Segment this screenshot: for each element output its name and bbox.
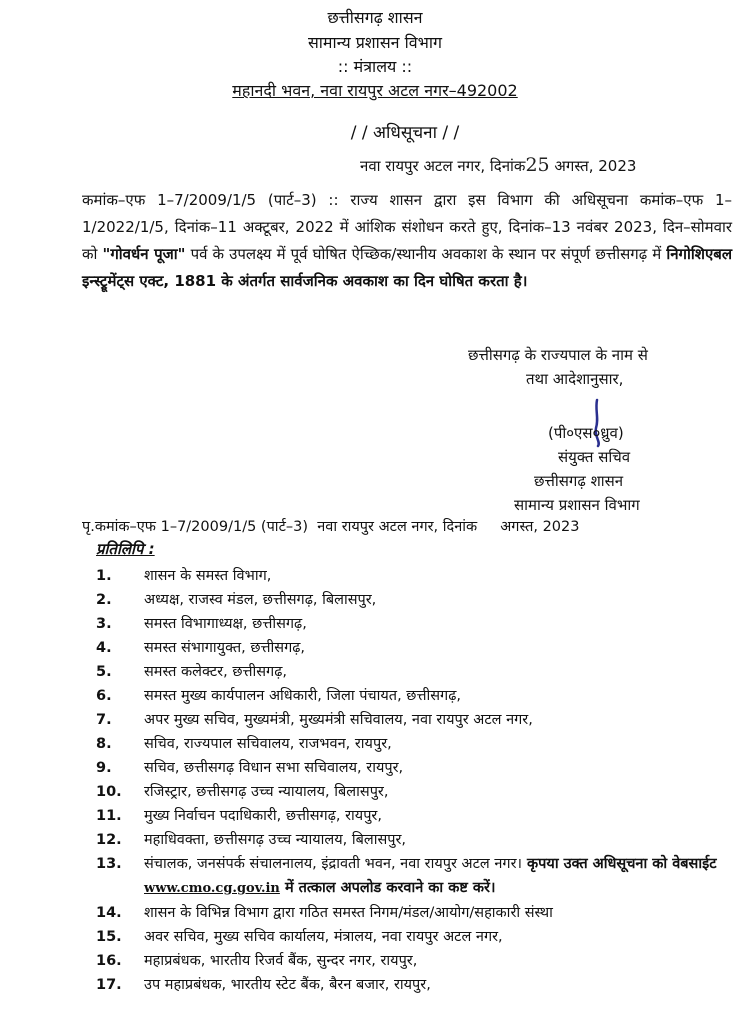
notification-title: / / अधिसूचना / /	[350, 123, 460, 143]
body-part-2: पर्व के उपलक्ष्य में पूर्व घोषित ऐच्छिक/स्थानीय अवकाश के स्थान पर संपूर्ण छत्तीसगढ़ में	[185, 245, 667, 263]
place-date-suffix: अगस्त, 2023	[554, 157, 637, 175]
list-item: 6. समस्त मुख्य कार्यपालन अधिकारी, जिला पंचायत, छत्तीसगढ़,	[96, 688, 461, 704]
list-item: 7. अपर मुख्य सचिव, मुख्यमंत्री, मुख्यमंत्री सचिवालय, नवा रायपुर अटल नगर,	[96, 712, 533, 728]
list-item: 13. संचालक, जनसंपर्क संचालनालय, इंद्रावती भवन, नवा रायपुर अटल नगर। कृपया उक्त अधिसूचना को वेबसाईट www.cmo.cg.gov.in में तत्काल अपलोड करवाने का कष्ट करें।	[96, 856, 717, 896]
governor-line-1: छत्तीसगढ़ के राज्यपाल के नाम से	[468, 346, 648, 364]
header-address: महानदी भवन, नवा रायपुर अटल नगर–492002	[232, 81, 518, 100]
list-item: 10. रजिस्ट्रार, छत्तीसगढ़ उच्च न्यायालय, बिलासपुर,	[96, 784, 389, 800]
copy-list	[96, 564, 736, 997]
website-link[interactable]: www.cmo.cg.gov.in	[144, 881, 280, 896]
list-item: 4. समस्त संभागायुक्त, छत्तीसगढ़,	[96, 640, 305, 656]
signatory-name: (पी०एस०ध्रुव)	[548, 424, 624, 442]
list-item: 17. उप महाप्रबंधक, भारतीय स्टेट बैंक, बैरन बजार, रायपुर,	[96, 977, 431, 993]
upload-request: में तत्काल अपलोड करवाने का कष्ट करें।	[279, 880, 496, 896]
endorsement-line	[82, 516, 732, 536]
handwritten-day: 25	[525, 154, 550, 176]
notification-body	[82, 187, 732, 295]
header-ministry: :: मंत्रालय ::	[337, 57, 413, 76]
list-item: 1. शासन के समस्त विभाग,	[96, 568, 272, 584]
endorsement-date: अगस्त, 2023	[500, 519, 580, 535]
endorsement-ref: पृ.कमांक–एफ 1–7/2009/1/5 (पार्ट–3)	[82, 519, 309, 535]
governor-line-2: तथा आदेशानुसार,	[526, 370, 624, 388]
list-item: 5. समस्त कलेक्टर, छत्तीसगढ़,	[96, 664, 287, 680]
place-date	[360, 154, 636, 176]
list-item: 9. सचिव, छत्तीसगढ़ विधान सभा सचिवालय, रायपुर,	[96, 760, 404, 776]
list-item: 12. महाधिवक्ता, छत्तीसगढ़ उच्च न्यायालय, बिलासपुर,	[96, 832, 407, 848]
body-part-1: कमांक–एफ 1–7/2009/1/5 (पार्ट–3) :: राज्य शासन द्वारा इस विभाग की अधिसूचना कमांक–एफ 1–1/2022/1/5, दिनांक–11 अक्टूबर, 2022 में आंशिक संशोधन करते हुए, दिनांक–13 नवंबर 2023, दिन–सोमवार को	[82, 191, 732, 263]
list-item: 16. महाप्रबंधक, भारतीय रिजर्व बैंक, सुन्दर नगर, रायपुर,	[96, 953, 418, 969]
list-item: 3. समस्त विभागाध्यक्ष, छत्तीसगढ़,	[96, 616, 307, 632]
list-item: 15. अवर सचिव, मुख्य सचिव कार्यालय, मंत्रालय, नवा रायपुर अटल नगर,	[96, 929, 503, 945]
list-item: 11. मुख्य निर्वाचन पदाधिकारी, छत्तीसगढ़, रायपुर,	[96, 808, 382, 824]
signatory-designation: संयुक्त सचिव	[558, 448, 631, 466]
header-department: सामान्य प्रशासन विभाग	[307, 33, 443, 52]
body-bold-text: निगोशिएबल इन्स्ट्रूमेंट्स एक्ट, 1881 के अंतर्गत सार्वजनिक अवकाश का दिन घोषित करता है।	[82, 245, 732, 290]
list-item: 8. सचिव, राज्यपाल सचिवालय, राजभवन, रायपुर,	[96, 736, 392, 752]
website-request: कृपया उक्त अधिसूचना को वेबसाईट	[522, 856, 717, 872]
copy-to-label: प्रतिलिपि :	[96, 540, 155, 558]
festival-name: "गोवर्धन पूजा"	[102, 245, 186, 263]
header-government: छत्तीसगढ़ शासन	[327, 8, 423, 27]
signatory-department: सामान्य प्रशासन विभाग	[514, 496, 640, 514]
place-date-prefix: नवा रायपुर अटल नगर, दिनांक	[360, 157, 526, 175]
list-item: 14. शासन के विभिन्न विभाग द्वारा गठित समस्त निगम/मंडल/आयोग/सहाकारी संस्था	[96, 905, 553, 921]
signatory-government: छत्तीसगढ़ शासन	[534, 472, 624, 490]
endorsement-place: नवा रायपुर अटल नगर, दिनांक	[317, 519, 478, 535]
list-item: 2. अध्यक्ष, राजस्व मंडल, छत्तीसगढ़, बिलासपुर,	[96, 592, 377, 608]
